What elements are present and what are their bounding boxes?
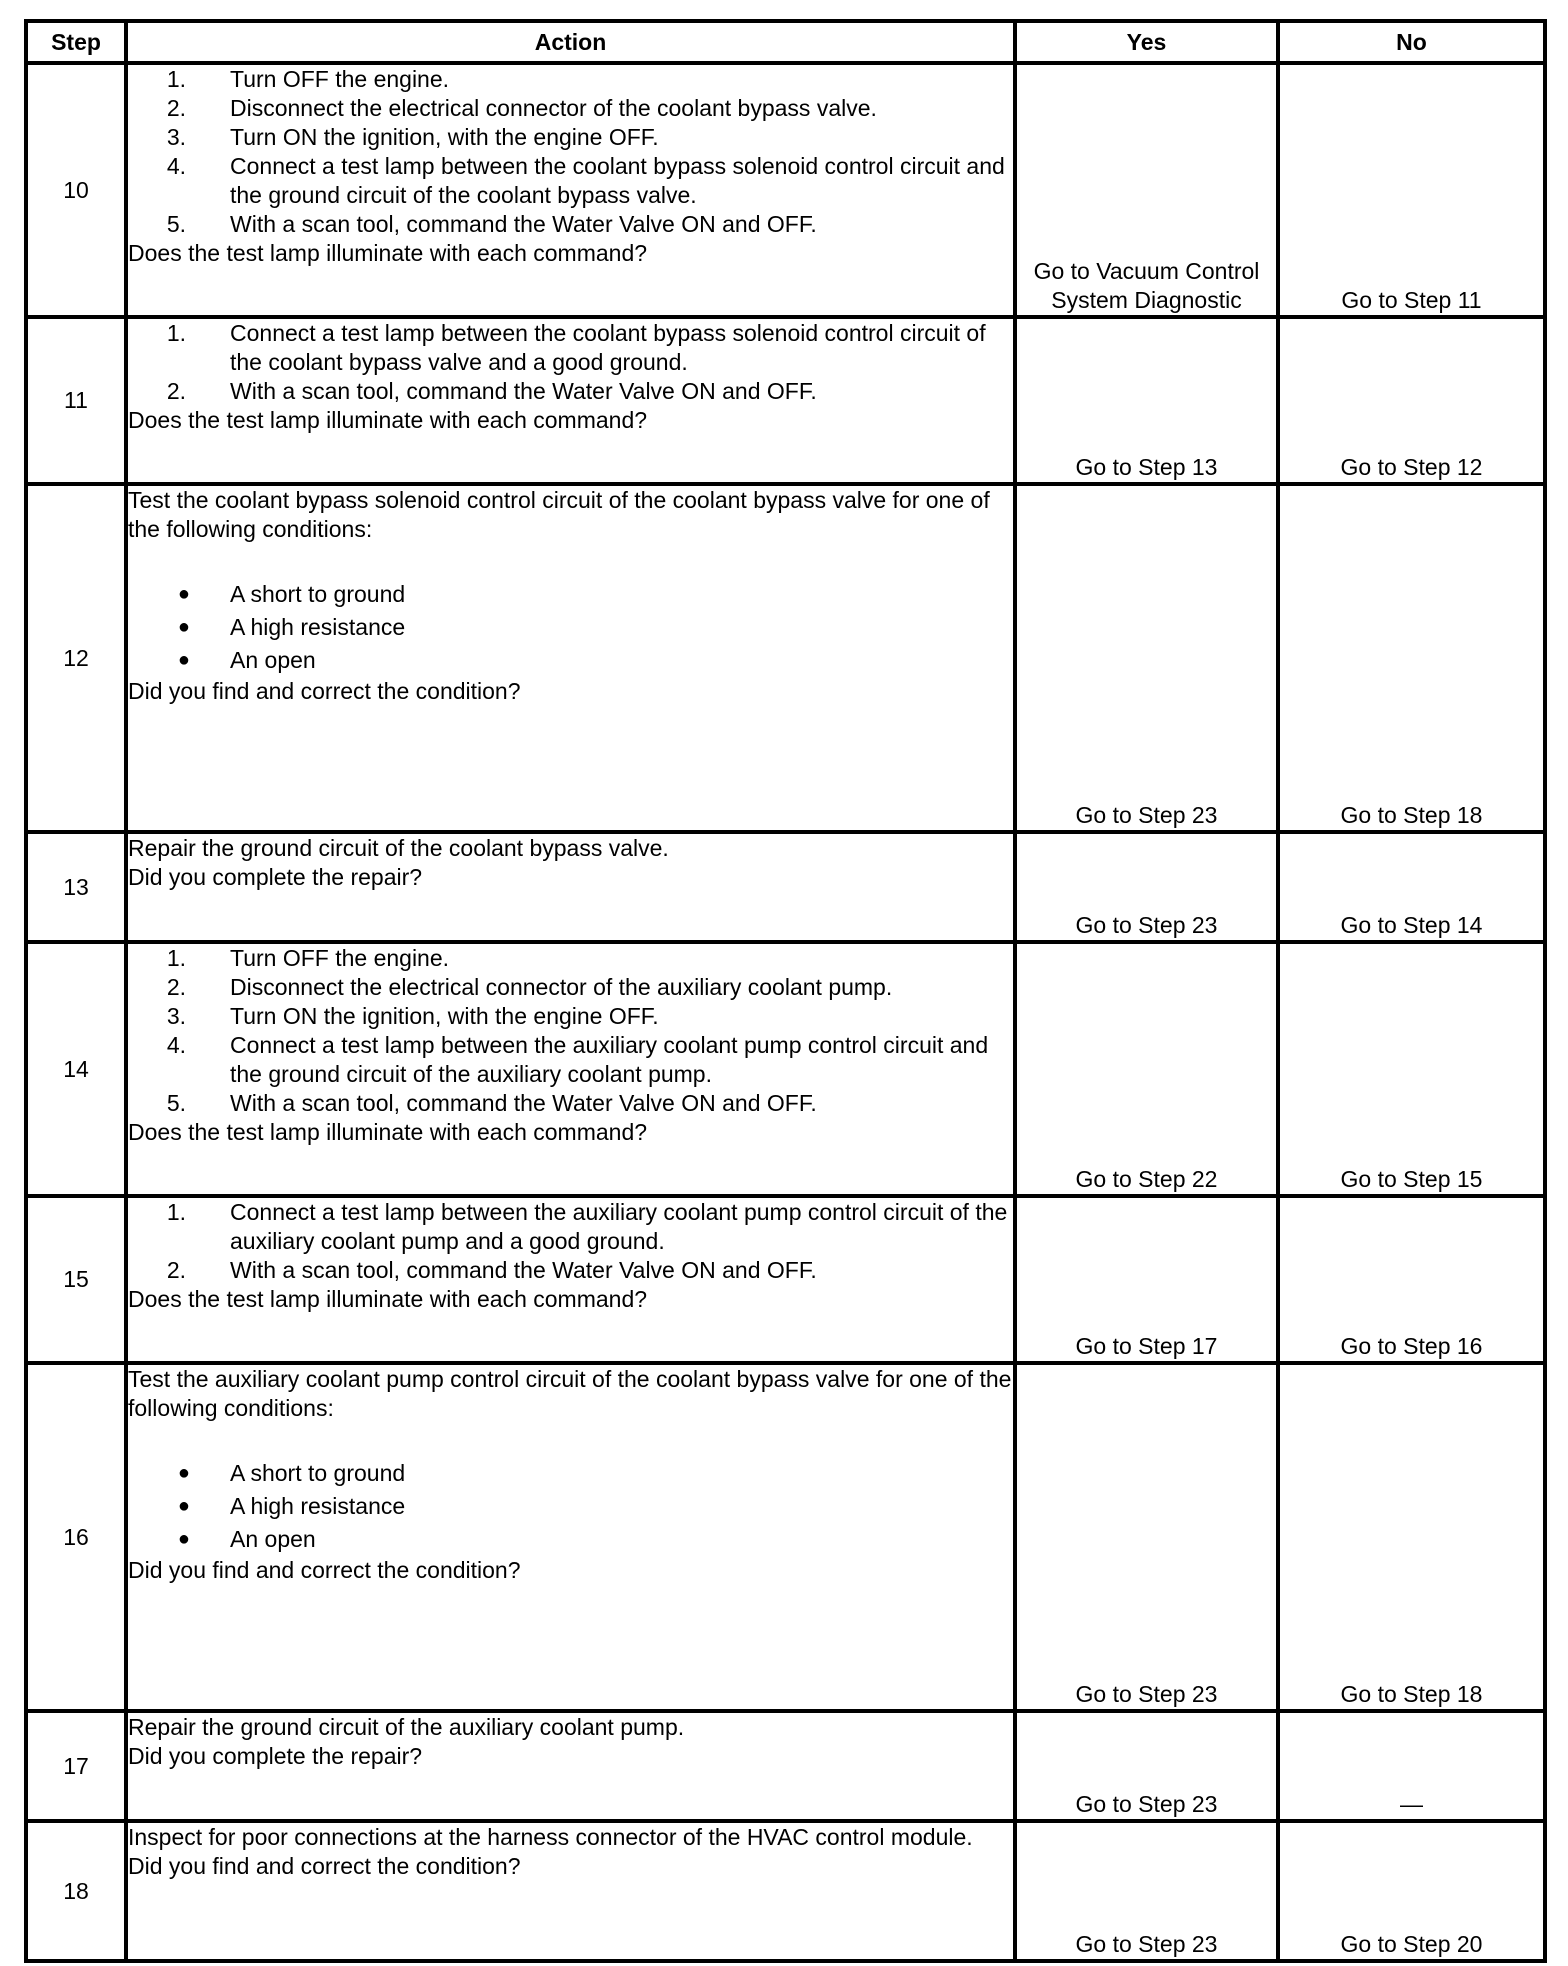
table-row-step-16 <box>26 1363 1545 1711</box>
question-text: Did you complete the repair? <box>128 1743 423 1769</box>
diagnostic-table <box>24 19 1547 1963</box>
action-cell <box>126 1711 1015 1821</box>
table-row-step-11 <box>26 317 1545 484</box>
intro-text: Repair the ground circuit of the auxiliary coolant pump. <box>128 1714 685 1740</box>
numbered-item: 1. Connect a test lamp between the auxiliary coolant pump control circuit of the auxiliary coolant pump and a good ground. <box>166 1199 1008 1254</box>
table-row-step-13 <box>26 832 1545 942</box>
action-cell <box>126 63 1015 317</box>
numbered-item: 3. Turn ON the ignition, with the engine OFF. <box>166 1003 659 1029</box>
action-cell <box>126 1196 1015 1363</box>
condition-list <box>128 1457 1013 1556</box>
step-number: 18 <box>26 1821 126 1961</box>
intro-text: Test the auxiliary coolant pump control circuit of the coolant bypass valve for one of the following conditions: <box>128 1366 1012 1421</box>
yes-result: Go to Step 23 <box>1015 484 1278 832</box>
list-item: ● An open <box>177 647 316 673</box>
intro-text: Inspect for poor connections at the harness connector of the HVAC control module. <box>128 1824 973 1850</box>
action-cell <box>126 942 1015 1196</box>
yes-result: Go to Step 23 <box>1015 1821 1278 1961</box>
no-result: Go to Step 20 <box>1278 1821 1545 1961</box>
yes-result: Go to Step 17 <box>1015 1196 1278 1363</box>
yes-result: Go to Step 23 <box>1015 1363 1278 1711</box>
numbered-item: 5. With a scan tool, command the Water Valve ON and OFF. <box>166 211 817 237</box>
numbered-item: 1. Turn OFF the engine. <box>166 66 450 92</box>
table-header-row <box>26 21 1545 63</box>
step-number: 12 <box>26 484 126 832</box>
question-text: Does the test lamp illuminate with each command? <box>128 407 648 433</box>
no-result: Go to Step 11 <box>1278 63 1545 317</box>
question-text: Did you complete the repair? <box>128 864 423 890</box>
header-action: Action <box>126 21 1015 63</box>
header-step: Step <box>26 21 126 63</box>
question-text: Did you find and correct the condition? <box>128 1853 521 1879</box>
table-row-step-15 <box>26 1196 1545 1363</box>
question-text: Does the test lamp illuminate with each command? <box>128 1286 648 1312</box>
yes-result: Go to Step 23 <box>1015 1711 1278 1821</box>
numbered-item: 2. Disconnect the electrical connector of the coolant bypass valve. <box>166 95 877 121</box>
yes-result: Go to Step 23 <box>1015 832 1278 942</box>
condition-list <box>128 578 1013 677</box>
action-cell <box>126 1821 1015 1961</box>
yes-result: Go to Step 13 <box>1015 317 1278 484</box>
table-row-step-10 <box>26 63 1545 317</box>
numbered-item: 4. Connect a test lamp between the auxiliary coolant pump control circuit and the ground circuit of the auxiliary coolant pump. <box>166 1032 989 1087</box>
yes-result: Go to Vacuum Control System Diagnostic <box>1015 63 1278 317</box>
action-cell <box>126 1363 1015 1711</box>
step-number: 15 <box>26 1196 126 1363</box>
question-text: Did you find and correct the condition? <box>128 1557 521 1583</box>
action-cell <box>126 832 1015 942</box>
list-item: ● A high resistance <box>177 614 406 640</box>
numbered-item: 2. With a scan tool, command the Water Valve ON and OFF. <box>166 1257 817 1283</box>
numbered-item: 2. Disconnect the electrical connector of the auxiliary coolant pump. <box>166 974 893 1000</box>
step-number: 17 <box>26 1711 126 1821</box>
question-text: Does the test lamp illuminate with each command? <box>128 240 648 266</box>
yes-result: Go to Step 22 <box>1015 942 1278 1196</box>
numbered-item: 1. Connect a test lamp between the coolant bypass solenoid control circuit of the coolant bypass valve and a good ground. <box>166 320 986 375</box>
list-item: ● A high resistance <box>177 1493 406 1519</box>
step-number: 13 <box>26 832 126 942</box>
no-result: Go to Step 14 <box>1278 832 1545 942</box>
table-row-step-14 <box>26 942 1545 1196</box>
intro-text: Test the coolant bypass solenoid control circuit of the coolant bypass valve for one of the following conditions: <box>128 487 990 542</box>
no-result: Go to Step 18 <box>1278 1363 1545 1711</box>
no-result: Go to Step 16 <box>1278 1196 1545 1363</box>
no-result: Go to Step 12 <box>1278 317 1545 484</box>
list-item: ● A short to ground <box>177 581 406 607</box>
step-number: 11 <box>26 317 126 484</box>
header-yes: Yes <box>1015 21 1278 63</box>
table-row-step-12 <box>26 484 1545 832</box>
action-cell <box>126 317 1015 484</box>
step-number: 10 <box>26 63 126 317</box>
no-result: Go to Step 18 <box>1278 484 1545 832</box>
header-no: No <box>1278 21 1545 63</box>
no-result: — <box>1278 1711 1545 1821</box>
table-row-step-17 <box>26 1711 1545 1821</box>
numbered-item: 3. Turn ON the ignition, with the engine OFF. <box>166 124 659 150</box>
numbered-item: 4. Connect a test lamp between the coolant bypass solenoid control circuit and the ground circuit of the coolant bypass valve. <box>166 153 1005 208</box>
step-number: 16 <box>26 1363 126 1711</box>
question-text: Does the test lamp illuminate with each command? <box>128 1119 648 1145</box>
numbered-item: 5. With a scan tool, command the Water Valve ON and OFF. <box>166 1090 817 1116</box>
action-cell <box>126 484 1015 832</box>
step-number: 14 <box>26 942 126 1196</box>
numbered-item: 2. With a scan tool, command the Water Valve ON and OFF. <box>166 378 817 404</box>
table-row-step-18 <box>26 1821 1545 1961</box>
question-text: Did you find and correct the condition? <box>128 678 521 704</box>
list-item: ● An open <box>177 1526 316 1552</box>
list-item: ● A short to ground <box>177 1460 406 1486</box>
intro-text: Repair the ground circuit of the coolant bypass valve. <box>128 835 669 861</box>
no-result: Go to Step 15 <box>1278 942 1545 1196</box>
numbered-item: 1. Turn OFF the engine. <box>166 945 450 971</box>
